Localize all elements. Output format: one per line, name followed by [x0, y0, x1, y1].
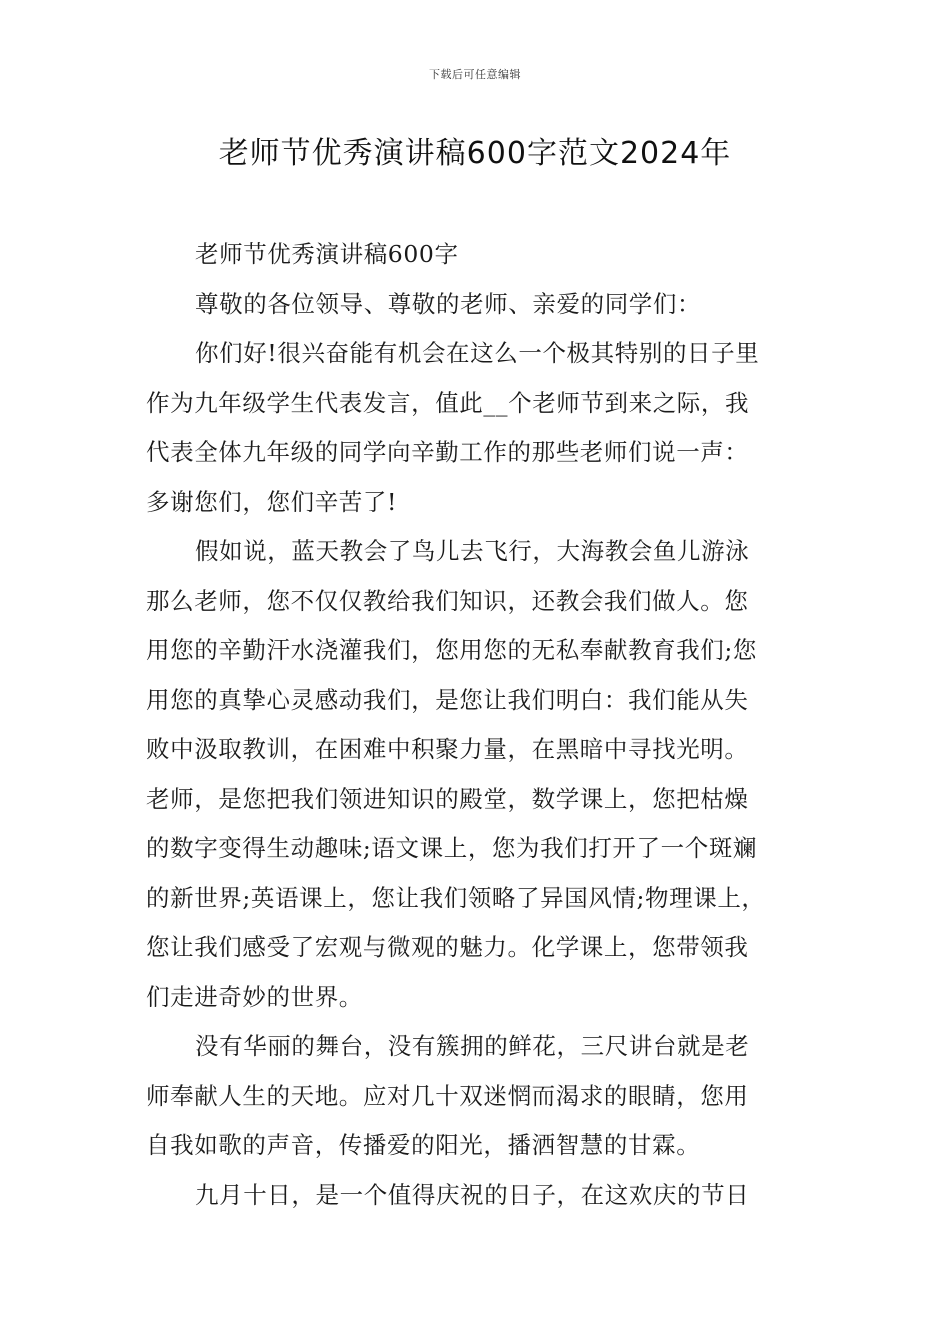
paragraph-line: 用您的辛勤汗水浇灌我们，您用您的无私奉献教育我们;您 [146, 636, 758, 664]
paragraph-line: 您让我们感受了宏观与微观的魅力。化学课上，您带领我 [146, 933, 749, 961]
paragraph-line: 用您的真挚心灵感动我们，是您让我们明白：我们能从失 [146, 685, 749, 714]
paragraph [146, 1022, 818, 1171]
paragraph-line: 没有华丽的舞台，没有簇拥的鲜花，三尺讲台就是老 [195, 1032, 750, 1060]
paragraph-line: 作为九年级学生代表发言，值此__个老师节到来之际，我 [146, 388, 750, 417]
paragraph-line: 假如说，蓝天教会了鸟儿去飞行，大海教会鱼儿游泳 [195, 537, 750, 565]
document-title: 老师节优秀演讲稿600字范文2024年 [218, 136, 732, 171]
paragraph-line: 多谢您们，您们辛苦了! [146, 487, 398, 516]
document-body [146, 230, 818, 1220]
paragraph [146, 280, 818, 330]
paragraph-line: 们走进奇妙的世界。 [146, 982, 363, 1011]
paragraph-line: 尊敬的各位领导、尊敬的老师、亲爱的同学们： [195, 289, 702, 318]
paragraph-line: 你们好!很兴奋能有机会在这么一个极其特别的日子里 [195, 339, 760, 367]
paragraph [146, 527, 818, 1022]
paragraph [146, 1171, 818, 1221]
paragraph [146, 230, 818, 280]
header-note: 下载后可任意编辑 [429, 68, 521, 81]
paragraph-line: 老师，是您把我们领进知识的殿堂，数学课上，您把枯燥 [146, 784, 749, 813]
paragraph [146, 329, 818, 527]
paragraph-line: 师奉献人生的天地。应对几十双迷惘而渴求的眼睛，您用 [146, 1081, 749, 1110]
paragraph-line: 败中汲取教训，在困难中积聚力量，在黑暗中寻找光明。 [146, 735, 749, 763]
paragraph-line: 的新世界;英语课上，您让我们领略了异国风情;物理课上， [146, 883, 766, 912]
paragraph-line: 自我如歌的声音，传播爱的阳光，播洒智慧的甘霖。 [146, 1131, 701, 1159]
paragraph-line: 老师节优秀演讲稿600字 [195, 240, 459, 268]
paragraph-line: 那么老师，您不仅仅教给我们知识，还教会我们做人。您 [146, 586, 749, 615]
paragraph-line: 九月十日，是一个值得庆祝的日子，在这欢庆的节日 [195, 1180, 750, 1209]
paragraph-line: 代表全体九年级的同学向辛勤工作的那些老师们说一声： [146, 438, 749, 466]
paragraph-line: 的数字变得生动趣味;语文课上，您为我们打开了一个斑斓 [146, 834, 758, 862]
